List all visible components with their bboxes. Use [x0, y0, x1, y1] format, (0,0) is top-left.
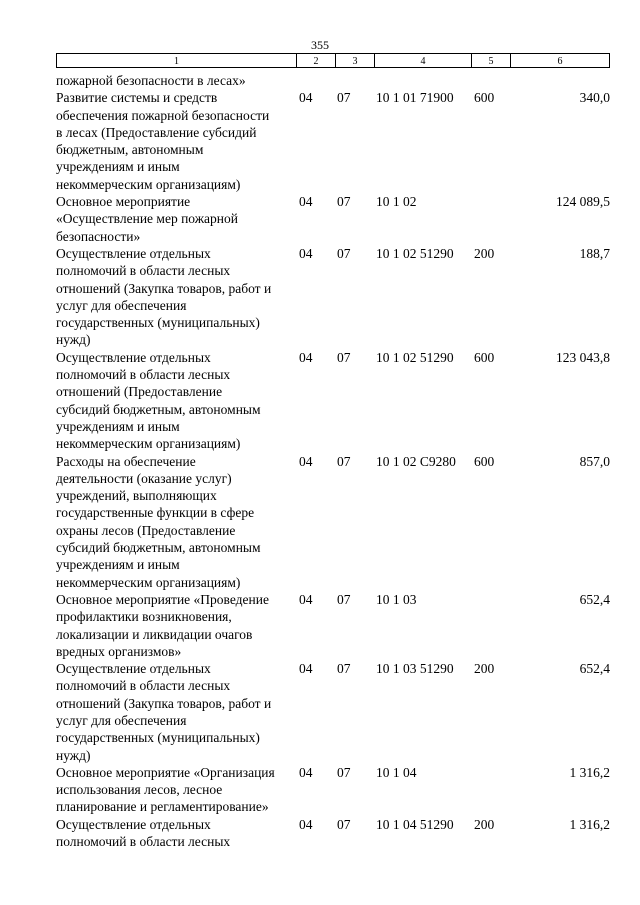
description-line: нужд) [56, 332, 91, 348]
table-body [0, 72, 640, 850]
description-line: планирование и регламентирование» [56, 799, 269, 815]
description-line: учреждений, выполняющих [56, 488, 217, 504]
table-row [0, 245, 640, 349]
description-line: полномочий в области лесных [56, 263, 231, 279]
description-line: Расходы на обеспечение [56, 453, 196, 469]
row-description [56, 89, 298, 193]
amount: 340,0 [579, 90, 610, 106]
section-code: 04 [299, 194, 313, 210]
description-line: некоммерческим организациям) [56, 436, 241, 452]
description-line: отношений (Закупка товаров, работ и [56, 280, 272, 296]
row-description [56, 816, 298, 851]
amount: 857,0 [579, 453, 610, 469]
target-article-code: 10 1 01 71900 [376, 90, 454, 106]
table-row [0, 72, 640, 89]
amount: 1 316,2 [569, 816, 610, 832]
description-line: Основное мероприятие «Проведение [56, 591, 269, 607]
amount: 652,4 [579, 661, 610, 677]
target-article-code: 10 1 04 51290 [376, 816, 454, 832]
target-article-code: 10 1 04 [376, 764, 417, 780]
description-line: полномочий в области лесных [56, 834, 231, 850]
target-article-code: 10 1 02 [376, 194, 417, 210]
description-line: учреждениям и иным [56, 159, 180, 175]
description-line: Осуществление отдельных [56, 816, 211, 832]
subsection-code: 07 [337, 349, 351, 365]
expense-type-code: 600 [474, 90, 495, 106]
subsection-code: 07 [337, 661, 351, 677]
row-description [56, 193, 298, 245]
description-line: охраны лесов (Предоставление [56, 522, 236, 538]
description-line: государственные функции в сфере [56, 505, 255, 521]
page-number: 355 [311, 38, 329, 52]
target-article-code: 10 1 02 51290 [376, 349, 454, 365]
section-code: 04 [299, 90, 313, 106]
table-row [0, 816, 640, 851]
description-line: некоммерческим организациям) [56, 176, 241, 192]
header-cell-5: 5 [471, 53, 511, 68]
table-row [0, 89, 640, 193]
description-line: государственных (муниципальных) [56, 730, 260, 746]
description-line: учреждениям и иным [56, 418, 180, 434]
description-line: «Осуществление мер пожарной [56, 211, 238, 227]
description-line: услуг для обеспечения [56, 712, 187, 728]
header-cell-3: 3 [335, 53, 375, 68]
table-row [0, 349, 640, 453]
expense-type-code: 200 [474, 661, 495, 677]
description-line: некоммерческим организациям) [56, 574, 241, 590]
row-description [56, 764, 298, 816]
row-description [56, 245, 298, 349]
row-description [56, 591, 298, 660]
section-code: 04 [299, 453, 313, 469]
header-cell-2: 2 [296, 53, 336, 68]
row-description [56, 453, 298, 591]
expense-type-code: 600 [474, 453, 495, 469]
row-description [56, 349, 298, 453]
header-cell-6: 6 [510, 53, 610, 68]
expense-type-code: 200 [474, 245, 495, 261]
description-line: полномочий в области лесных [56, 678, 231, 694]
description-line: субсидий бюджетным, автономным [56, 401, 261, 417]
subsection-code: 07 [337, 816, 351, 832]
row-description [56, 660, 298, 764]
description-line: деятельности (оказание услуг) [56, 470, 232, 486]
section-code: 04 [299, 661, 313, 677]
table-row [0, 764, 640, 816]
description-line: Осуществление отдельных [56, 349, 211, 365]
section-code: 04 [299, 245, 313, 261]
section-code: 04 [299, 349, 313, 365]
description-line: Развитие системы и средств [56, 90, 218, 106]
description-line: вредных организмов» [56, 643, 182, 659]
amount: 123 043,8 [556, 349, 610, 365]
description-line: Осуществление отдельных [56, 245, 211, 261]
expense-type-code: 600 [474, 349, 495, 365]
subsection-code: 07 [337, 591, 351, 607]
description-line: полномочий в области лесных [56, 367, 231, 383]
description-line: отношений (Закупка товаров, работ и [56, 695, 272, 711]
subsection-code: 07 [337, 90, 351, 106]
description-line: профилактики возникновения, [56, 609, 232, 625]
description-line: в лесах (Предоставление субсидий [56, 124, 257, 140]
header-cell-4: 4 [374, 53, 472, 68]
description-line: нужд) [56, 747, 91, 763]
description-line: Основное мероприятие «Организация [56, 764, 275, 780]
section-code: 04 [299, 816, 313, 832]
subsection-code: 07 [337, 194, 351, 210]
subsection-code: 07 [337, 245, 351, 261]
amount: 652,4 [579, 591, 610, 607]
target-article-code: 10 1 02 С9280 [376, 453, 456, 469]
description-line: Основное мероприятие [56, 194, 191, 210]
amount: 1 316,2 [569, 764, 610, 780]
amount: 124 089,5 [556, 194, 610, 210]
amount: 188,7 [579, 245, 610, 261]
description-line: безопасности» [56, 228, 141, 244]
table-row [0, 193, 640, 245]
subsection-code: 07 [337, 764, 351, 780]
section-code: 04 [299, 591, 313, 607]
description-line: отношений (Предоставление [56, 384, 223, 400]
description-line: Осуществление отдельных [56, 661, 211, 677]
description-line: услуг для обеспечения [56, 297, 187, 313]
table-row [0, 453, 640, 591]
row-description [56, 72, 298, 89]
description-line: бюджетным, автономным [56, 142, 204, 158]
subsection-code: 07 [337, 453, 351, 469]
header-cell-1: 1 [56, 53, 297, 68]
description-line: использования лесов, лесное [56, 782, 223, 798]
description-line: обеспечения пожарной безопасности [56, 107, 270, 123]
target-article-code: 10 1 02 51290 [376, 245, 454, 261]
target-article-code: 10 1 03 51290 [376, 661, 454, 677]
description-line: субсидий бюджетным, автономным [56, 540, 261, 556]
target-article-code: 10 1 03 [376, 591, 417, 607]
table-row [0, 660, 640, 764]
section-code: 04 [299, 764, 313, 780]
description-line: пожарной безопасности в лесах» [56, 73, 246, 88]
description-line: учреждениям и иным [56, 557, 180, 573]
table-row [0, 591, 640, 660]
description-line: государственных (муниципальных) [56, 315, 260, 331]
expense-type-code: 200 [474, 816, 495, 832]
description-line: локализации и ликвидации очагов [56, 626, 253, 642]
